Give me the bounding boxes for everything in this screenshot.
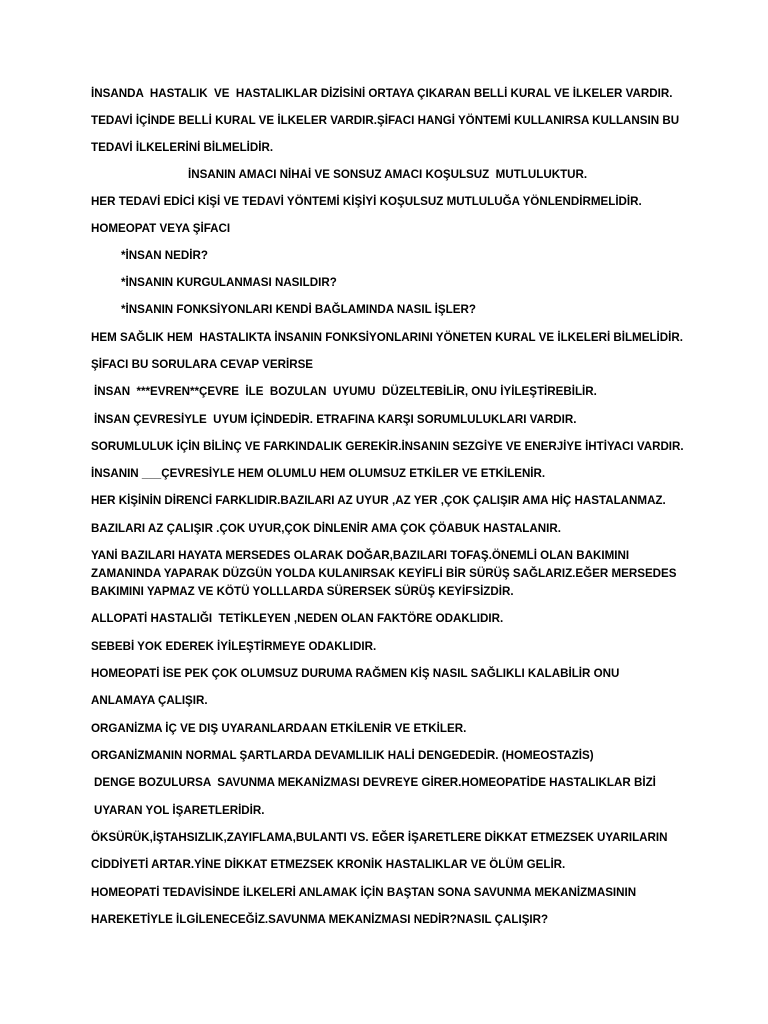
text-line: ORGANİZMA İÇ VE DIŞ UYARANLARDAAN ETKİLENİR VE ETKİLER. (91, 722, 467, 735)
text-line: HEM SAĞLIK HEM HASTALIKTA İNSANIN FONKSİYONLARINI YÖNETEN KURAL VE İLKELERİ BİLMELİDİR. (91, 331, 683, 344)
text-line: HOMEOPAT VEYA ŞİFACI (91, 222, 231, 235)
text-line: ZAMANINDA YAPARAK DÜZGÜN YOLDA KULANIRSAK KEYİFLİ BİR SÜRÜŞ SAĞLARIZ.EĞER MERSEDES (91, 567, 677, 580)
text-line: İNSANDA HASTALIK VE HASTALIKLAR DİZİSİNİ ORTAYA ÇIKARAN BELLİ KURAL VE İLKELER VARDIR. (91, 87, 673, 100)
text-line: HOMEOPATİ İSE PEK ÇOK OLUMSUZ DURUMA RAĞMEN KİŞ NASIL SAĞLIKLI KALABİLİR ONU (91, 667, 620, 680)
text-line: ŞİFACI BU SORULARA CEVAP VERİRSE (91, 358, 314, 371)
text-line: CİDDİYETİ ARTAR.YİNE DİKKAT ETMEZSEK KRONİK HASTALIKLAR VE ÖLÜM GELİR. (91, 858, 566, 871)
text-line: ALLOPATİ HASTALIĞI TETİKLEYEN ,NEDEN OLAN FAKTÖRE ODAKLIDIR. (91, 612, 504, 625)
text-line: ÖKSÜRÜK,İŞTAHSIZLIK,ZAYIFLAMA,BULANTI VS. EĞER İŞARETLERE DİKKAT ETMEZSEK UYARILARIN (91, 831, 668, 844)
text-line: BAZILARI AZ ÇALIŞIR .ÇOK UYUR,ÇOK DİNLENİR AMA ÇOK ÇÖABUK HASTALANIR. (91, 522, 561, 535)
text-line: İNSANIN ___ÇEVRESİYLE HEM OLUMLU HEM OLUMSUZ ETKİLER VE ETKİLENİR. (91, 467, 546, 480)
text-line: BAKIMINI YAPMAZ VE KÖTÜ YOLLLARDA SÜRERSEK SÜRÜŞ KEYİFSİZDİR. (91, 585, 514, 598)
text-line: ORGANİZMANIN NORMAL ŞARTLARDA DEVAMLILIK HALİ DENGEDEDİR. (HOMEOSTAZİS) (91, 749, 594, 762)
question-item: *İNSANIN FONKSİYONLARI KENDİ BAĞLAMINDA NASIL İŞLER? (121, 303, 476, 316)
question-item: *İNSAN NEDİR? (121, 249, 208, 262)
centered-heading: İNSANIN AMACI NİHAİ VE SONSUZ AMACI KOŞULSUZ MUTLULUKTUR. (188, 168, 588, 181)
text-line: DENGE BOZULURSA SAVUNMA MEKANİZMASI DEVREYE GİRER.HOMEOPATİDE HASTALIKLAR BİZİ (94, 776, 656, 789)
text-line: SORUMLULUK İÇİN BİLİNÇ VE FARKINDALIK GEREKİR.İNSANIN SEZGİYE VE ENERJİYE İHTİYACI VARDIR. (91, 440, 684, 453)
question-item: *İNSANIN KURGULANMASI NASILDIR? (121, 276, 337, 289)
text-line: HER KİŞİNİN DİRENCİ FARKLIDIR.BAZILARI AZ UYUR ,AZ YER ,ÇOK ÇALIŞIR AMA HİÇ HASTALANMAZ. (91, 494, 666, 507)
text-line: TEDAVİ İÇİNDE BELLİ KURAL VE İLKELER VARDIR.ŞİFACI HANGİ YÖNTEMİ KULLANIRSA KULLANSIN BU (91, 114, 680, 127)
text-line: ANLAMAYA ÇALIŞIR. (91, 694, 208, 707)
text-line: YANİ BAZILARI HAYATA MERSEDES OLARAK DOĞAR,BAZILARI TOFAŞ.ÖNEMLİ OLAN BAKIMINI (91, 549, 630, 562)
text-line: HAREKETİYLE İLGİLENECEĞİZ.SAVUNMA MEKANİZMASI NEDİR?NASIL ÇALIŞIR? (91, 913, 549, 926)
text-line: HOMEOPATİ TEDAVİSİNDE İLKELERİ ANLAMAK İÇİN BAŞTAN SONA SAVUNMA MEKANİZMASININ (91, 886, 637, 899)
text-line: İNSAN ÇEVRESİYLE UYUM İÇİNDEDİR. ETRAFINA KARŞI SORUMLULUKLARI VARDIR. (94, 413, 577, 426)
text-line: HER TEDAVİ EDİCİ KİŞİ VE TEDAVİ YÖNTEMİ KİŞİYİ KOŞULSUZ MUTLULUĞA YÖNLENDİRMELİDİR. (91, 195, 642, 208)
text-line: TEDAVİ İLKELERİNİ BİLMELİDİR. (91, 141, 274, 154)
text-line: SEBEBİ YOK EDEREK İYİLEŞTİRMEYE ODAKLIDIR. (91, 640, 377, 653)
text-line: UYARAN YOL İŞARETLERİDİR. (94, 804, 265, 817)
text-line: İNSAN ***EVREN**ÇEVRE İLE BOZULAN UYUMU DÜZELTEBİLİR, ONU İYİLEŞTİREBİLİR. (94, 385, 597, 398)
